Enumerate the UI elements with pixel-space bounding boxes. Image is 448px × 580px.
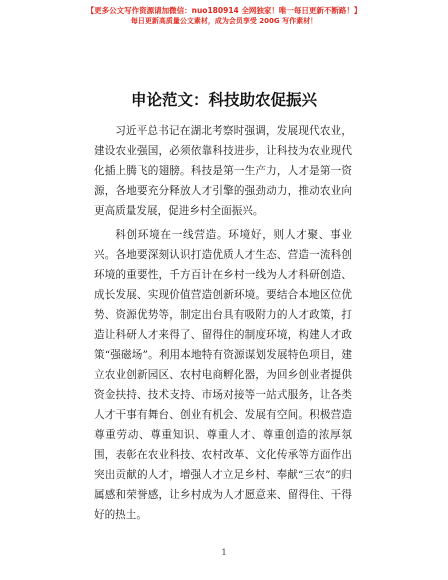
- paragraph-1: 习近平总书记在湖北考察时强调，发展现代农业，建设农业强国，必须依靠科技进步，让科技为农业现代化插上腾飞的翅膀。科技是第一生产力，人才是第一资源，各地要充分释放人才引擎的强劲动力，推动农业向更高质量发展，促进乡村全面振兴。: [94, 125, 352, 217]
- document-title: 申论范文：科技助农促振兴: [130, 91, 317, 109]
- promo-banner: [0, 6, 448, 26]
- paragraph-2: 科创环境在一线营造。环境好，则人才聚、事业兴。各地要深刻认识打造优质人才生态、营造一流科创环境的重要性，千方百计在乡村一线为人才科研创造、成长发展、实现价值营造创新环境。要结合本地区位优势、资源优势等，制定出台具有吸附力的人才政策，打造让科研人才来得了、留得住的制度环境，构建人才政策“强磁场”。利用本地特有资源谋划发展特色项目，建立农业创新园区、农村电商孵化器，为回乡创业者提供资金扶持、技术支持、市场对接等一站式服务，让各类人才干事有舞台、创业有机会、发展有空间。积极营造尊重劳动、尊重知识、尊重人才、尊重创造的浓厚氛围，表彰在农业科技、农村改革、文化传承等方面作出突出贡献的人才，增强人才立足乡村、奉献“三农”的归属感和荣誉感，让乡村成为人才愿意来、留得住、干得好的热土。: [94, 229, 352, 521]
- promo-banner-line-2: 每日更新高质量公文素材，成为会员享受 200G 写作素材！: [130, 17, 318, 25]
- page-number: 1: [221, 548, 227, 557]
- document-body: [94, 121, 352, 529]
- promo-banner-line-1: 【更多公文写作资源请加微信：nuo180914 全网独家！唯一每日更新不断路！】: [86, 6, 362, 15]
